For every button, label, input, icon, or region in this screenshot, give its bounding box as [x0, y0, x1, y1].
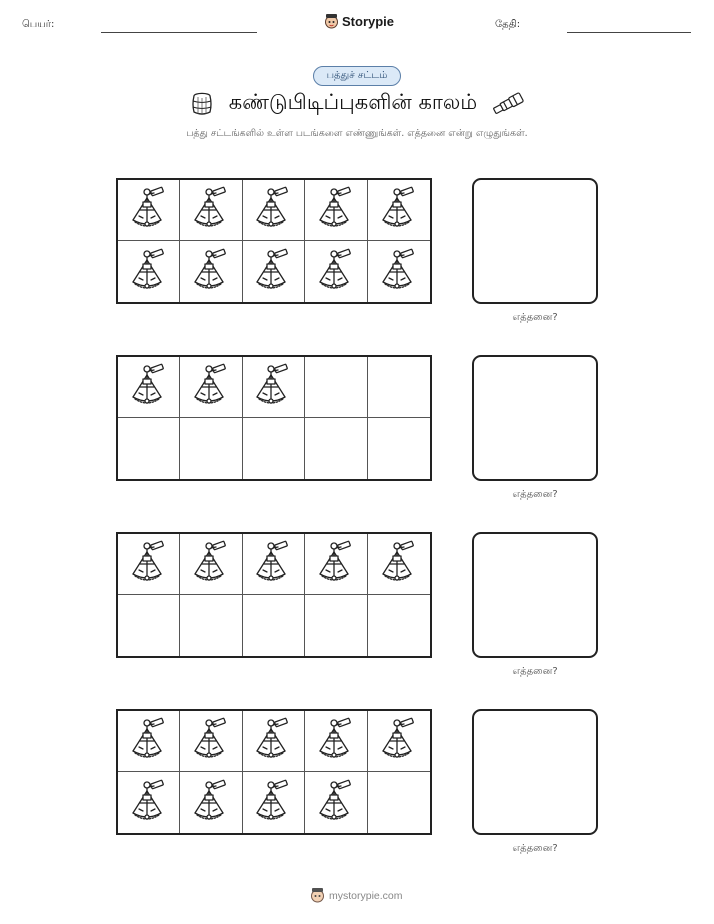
ten-frame-cell	[305, 241, 367, 302]
how-many-label: எத்தனை?	[512, 666, 558, 677]
sextant-icon	[129, 248, 169, 296]
ten-frame-cell	[118, 772, 180, 833]
ten-frame-cell	[118, 357, 180, 418]
instructions: பத்து சட்டங்களில் உள்ள படங்களை எண்ணுங்கள். எத்தனை என்று எழுதுங்கள்.	[186, 128, 528, 139]
ten-frame-cell	[305, 595, 367, 656]
storypie-mascot-icon	[310, 887, 325, 904]
ten-frame-cell	[118, 711, 180, 772]
ten-frame-cell	[180, 772, 242, 833]
ten-frame-cell	[118, 180, 180, 241]
name-label: பெயர்:	[22, 19, 55, 30]
name-line[interactable]	[101, 32, 257, 33]
ten-frame-cell	[368, 711, 430, 772]
sextant-icon	[129, 186, 169, 234]
ten-frame-cell	[305, 772, 367, 833]
ten-frame-cell	[368, 241, 430, 302]
ten-frame-cell	[305, 357, 367, 418]
date-label: தேதி:	[495, 19, 521, 30]
footer-url[interactable]: mystorypie.com	[329, 889, 403, 902]
ten-frame	[116, 532, 432, 658]
ten-frame-cell	[180, 711, 242, 772]
brand-logo	[324, 13, 394, 30]
ten-frame-cell	[243, 180, 305, 241]
sextant-icon	[129, 363, 169, 411]
sextant-icon	[253, 779, 293, 827]
ten-frame-cell	[180, 418, 242, 479]
footer	[310, 887, 403, 904]
ten-frame-cell	[118, 534, 180, 595]
ten-frame-cell	[305, 534, 367, 595]
ten-frame	[116, 355, 432, 481]
sextant-icon	[191, 717, 231, 765]
ten-frame-cell	[118, 241, 180, 302]
sextant-icon	[316, 540, 356, 588]
sextant-icon	[379, 248, 419, 296]
how-many-label: எத்தனை?	[512, 489, 558, 500]
barrel-icon	[189, 91, 215, 117]
ten-frame-cell	[243, 772, 305, 833]
ten-frame-cell	[243, 711, 305, 772]
ten-frame	[116, 178, 432, 304]
ten-frame-cell	[368, 595, 430, 656]
answer-box[interactable]	[472, 355, 598, 481]
ten-frame-cell	[118, 595, 180, 656]
answer-box[interactable]	[472, 532, 598, 658]
ten-frame-cell	[368, 534, 430, 595]
ten-frame-cell	[243, 357, 305, 418]
sextant-icon	[316, 186, 356, 234]
sextant-icon	[129, 717, 169, 765]
sextant-icon	[379, 186, 419, 234]
sextant-icon	[316, 248, 356, 296]
ten-frame-cell	[368, 357, 430, 418]
ten-frame-cell	[368, 180, 430, 241]
date-line[interactable]	[567, 32, 691, 33]
ten-frame-cell	[243, 534, 305, 595]
ten-frame-cell	[368, 772, 430, 833]
how-many-label: எத்தனை?	[512, 843, 558, 854]
ten-frame-cell	[368, 418, 430, 479]
ten-frame-cell	[243, 241, 305, 302]
sextant-icon	[253, 363, 293, 411]
sextant-icon	[253, 717, 293, 765]
ten-frame-cell	[180, 534, 242, 595]
answer-box[interactable]	[472, 709, 598, 835]
page-title	[0, 90, 714, 117]
ten-frame-cell	[118, 418, 180, 479]
sextant-icon	[191, 540, 231, 588]
storypie-mascot-icon	[324, 13, 339, 30]
sextant-icon	[253, 540, 293, 588]
ten-frame-cell	[180, 357, 242, 418]
sextant-icon	[379, 717, 419, 765]
sextant-icon	[253, 248, 293, 296]
sextant-icon	[316, 717, 356, 765]
sextant-icon	[191, 363, 231, 411]
ten-frame-cell	[305, 711, 367, 772]
ten-frame-badge: பத்துச் சட்டம்	[313, 66, 401, 86]
ten-frame-cell	[243, 595, 305, 656]
answer-box[interactable]	[472, 178, 598, 304]
ten-frame-cell	[180, 595, 242, 656]
ten-frame-cell	[305, 418, 367, 479]
telescope-icon	[491, 91, 525, 117]
ten-frame-cell	[243, 418, 305, 479]
sextant-icon	[191, 186, 231, 234]
brand-name: Storypie	[342, 14, 395, 29]
sextant-icon	[129, 540, 169, 588]
sextant-icon	[191, 779, 231, 827]
ten-frame-cell	[180, 241, 242, 302]
sextant-icon	[129, 779, 169, 827]
sextant-icon	[191, 248, 231, 296]
ten-frame	[116, 709, 432, 835]
ten-frame-cell	[180, 180, 242, 241]
sextant-icon	[316, 779, 356, 827]
sextant-icon	[253, 186, 293, 234]
how-many-label: எத்தனை?	[512, 312, 558, 323]
title-text: கண்டுபிடிப்புகளின் காலம்	[228, 90, 478, 114]
sextant-icon	[379, 540, 419, 588]
ten-frame-cell	[305, 180, 367, 241]
